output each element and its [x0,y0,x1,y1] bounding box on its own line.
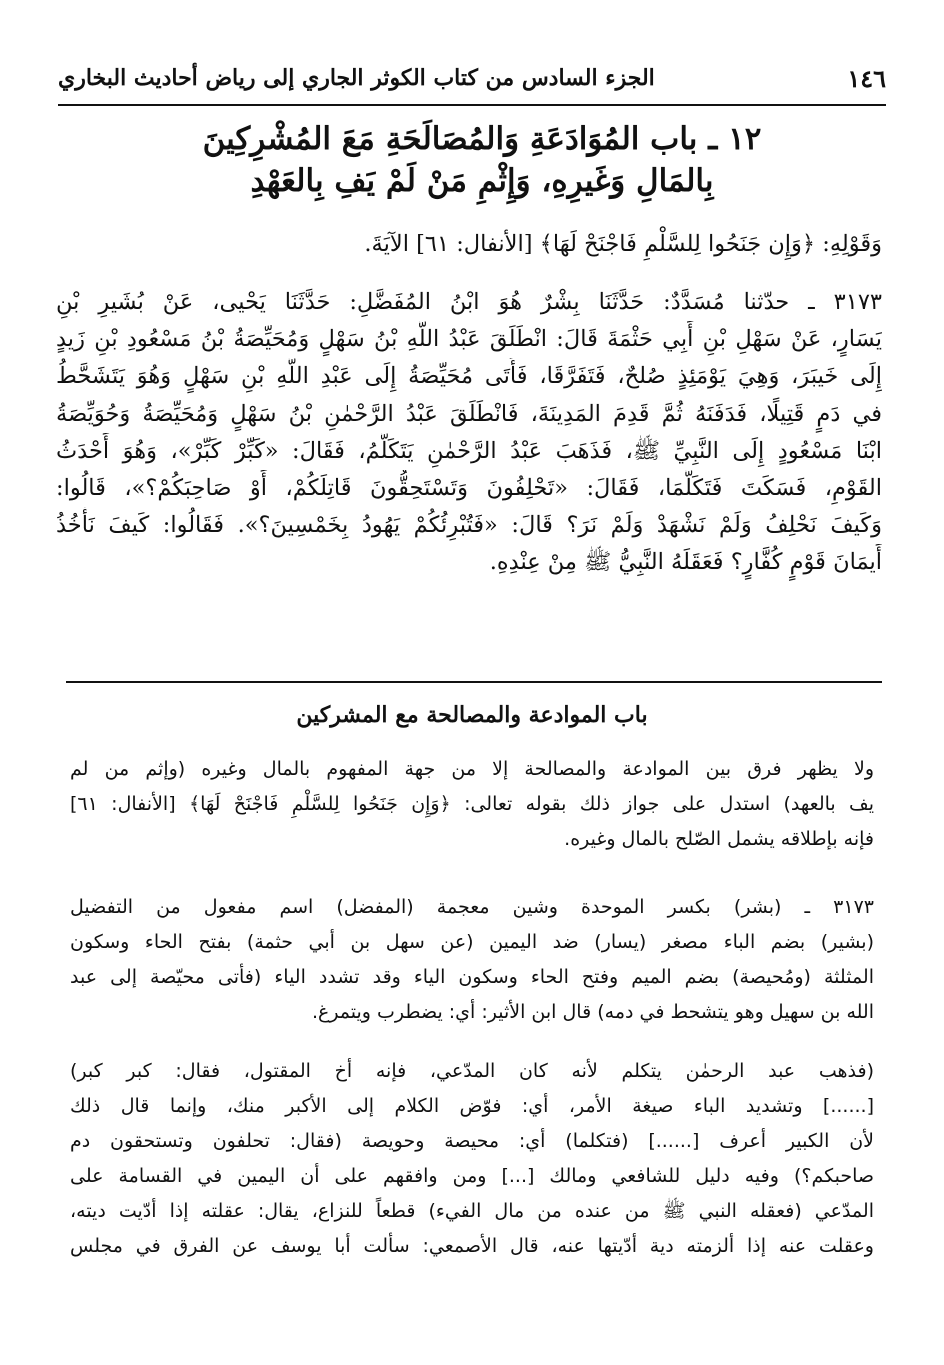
commentary-paragraph-2 [70,890,874,1030]
commentary-line: وعقلت عنه إذا ألزمته دية أدّيتها عنه، قال الأصمعي: سألت أبا يوسف عن الفرق في مجلس [70,1235,874,1257]
commentary-line: صاحبكم؟) وفيه دليل للشافعي ومالك [...] ومن وافقهم على أن اليمين في القسامة على [70,1165,874,1187]
hadith-line: في دَمٍ قَتِيلًا، فَدَفَنَهُ ثُمَّ قَدِمَ المَدِينَةَ، فَانْطَلَقَ عَبْدُ الرَّحْمٰنِ بْنُ سَهْلٍ وَمُحَيِّصَةُ وَحُوَيِّصَةُ [56,400,882,427]
commentary-line: المثلثة (ومُحيصة) بضم الميم وفتح الحاء وسكون الياء وقد تشدد الياء (فأتى محيّصة إلى عبد [70,966,874,988]
running-header [58,52,886,106]
commentary-line: [......] وتشديد الباء صيغة الأمر، أي: فوّض الكلام إلى الأكبر منك، وإنما قال ذلك [70,1095,874,1117]
commentary-line: ولا يظهر فرق بين الموادعة والمصالحة إلا من جهة المفهوم بالمال وغيره (وإثم من لم [70,758,874,780]
commentary-line: فإنه بإطلاقه يشمل الصّلح بالمال وغيره. [564,828,874,850]
commentary-paragraph-3 [70,1054,874,1264]
hadith-line: أَيمَانَ قَوْمٍ كُفَّارٍ؟ فَعَقَلَهُ النَّبِيُّ ﷺ مِنْ عِنْدِهِ. [489,549,882,576]
commentary-paragraph-1 [70,752,874,857]
commentary-line: لأن الكبير أعرف [......] (فتكلما) أي: محيصة وحويصة (فقال: تحلفون وتستحقون دم [70,1130,874,1152]
hadith-text [56,284,882,582]
commentary-line: (فذهب عبد الرحمٰن يتكلم لأنه كان المدّعي، فإنه أخ المقتول، فقال: كبر كبر) [70,1060,874,1082]
hadith-line: وَكَيفَ نَحْلِفُ وَلَمْ نَشْهَدْ وَلَمْ نَرَ؟ قَالَ: «فَتُبْرِئُكُمْ يَهُودُ بِخَمْسِينَ؟». فَقَالُوا: كَيفَ نَأْخُذُ [56,512,882,539]
commentary-line: الله بن سهيل وهو يتشحط في دمه) قال ابن الأثير: أي: يضطرب ويتمرغ. [311,1001,874,1023]
commentary-line: (بشير) بضم الباء مصغر (يسار) ضد اليمين (عن سهل بن أبي حثمة) بفتح الحاء وسكون [70,931,874,953]
chapter-heading-line-1: ١٢ ـ باب المُوَادَعَةِ وَالمُصَالَحَةِ مَعَ المُشْرِكِينَ [202,121,762,157]
hadith-line: ٣١٧٣ ـ حدّثنا مُسَدَّدٌ: حَدَّثَنَا بِشْرٌ هُوَ ابْنُ المُفَضَّلِ: حَدَّثَنَا يَحْيى، عَنْ بُشَيرِ بْنِ [56,289,882,315]
page-number: ١٤٦ [847,63,886,93]
verse-text: وَقَوْلِهِ: ﴿وَإِن جَنَحُوا لِلسَّلْمِ فَاجْنَحْ لَهَا﴾ [الأنفال: ٦١] الآيَةَ. [364,231,882,257]
commentary-line: ٣١٧٣ ـ (بشر) بكسر الموحدة وشين معجمة (المفضل) اسم مفعول من التفضيل [70,896,874,918]
hadith-line: ابْنَا مَسْعُودٍ إِلَى النَّبِيِّ ﷺ، فَذَهَبَ عَبْدُ الرَّحْمٰنِ يَتَكَلَّمُ، فَقَالَ: «كَبِّرْ كَبِّرْ»، وَهُوَ أَحْدَثُ [56,437,882,464]
running-header-title: الجزء السادس من كتاب الكوثر الجاري إلى رياض أحاديث البخاري [58,65,655,91]
commentary-heading: باب الموادعة والمصالحة مع المشركين [296,702,648,728]
chapter-heading [80,118,884,202]
hadith-line: إِلَى خَيبَرَ، وَهِيَ يَوْمَئِذٍ صُلحٌ، فَتَفَرَّقَا، فَأَتَى مُحَيِّصَةُ إِلَى عَبْدِ اللَّهِ بْنِ سَهْلٍ وَهُوَ يَتَشَحَّطُ [56,363,882,390]
quran-verse-line [56,226,882,262]
section-divider [66,681,882,683]
chapter-heading-line-2: بِالمَالِ وَغَيرِهِ، وَإِثْمِ مَنْ لَمْ يَفِ بِالعَهْدِ [250,163,714,199]
commentary-line: يف بالعهد) استدل على جواز ذلك بقوله تعالى: ﴿وَإِن جَنَحُوا لِلسَّلْمِ فَاجْنَحْ لَهَا﴾ [الأنفال: ٦١] [70,793,874,815]
commentary-line: المدّعي (فعقله النبي ﷺ من عنده من مال الفيء) قطعاً للنزاع، يقال: عقلته إذا أدّيت ديته، [70,1200,874,1222]
hadith-line: يَسَارٍ، عَنْ سَهْلِ بْنِ أَبِي حَثْمَةَ قَالَ: انْطَلَقَ عَبْدُ اللَّهِ بْنُ سَهْلٍ وَمُحَيِّصَةُ بْنُ مَسْعُودِ بْنِ زَيدٍ [56,326,882,353]
hadith-line: القَوْمِ، فَسَكَتَ فَتَكَلَّمَا، فَقَالَ: «تَحْلِفُونَ وَتَسْتَحِقُّونَ قَاتِلَكُمْ، أَوْ صَاحِبَكُمْ؟»، قَالُوا: [56,475,882,502]
